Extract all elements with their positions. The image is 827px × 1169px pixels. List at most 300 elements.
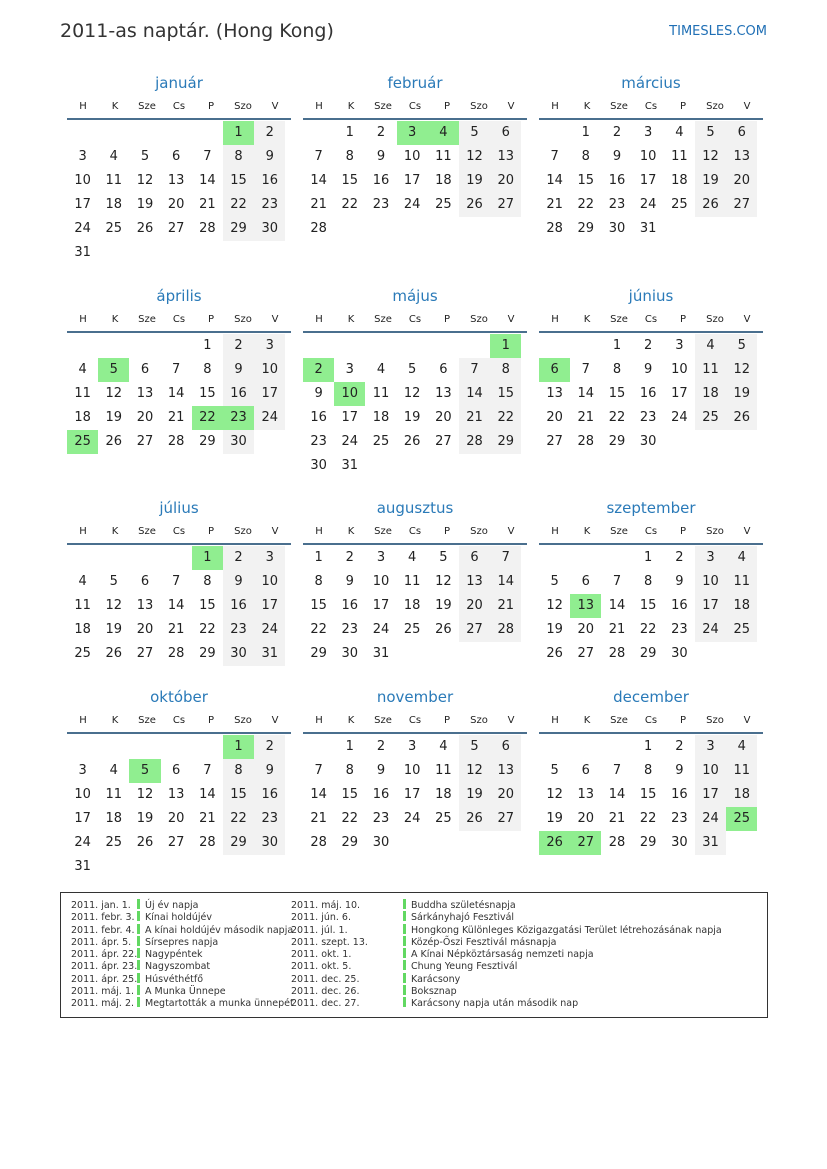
weekday-label: Cs — [408, 101, 422, 112]
day-grid — [539, 121, 763, 241]
day-cell: 12 — [105, 386, 123, 401]
day-cell: 14 — [199, 787, 216, 802]
day-cell: 9 — [675, 574, 684, 589]
empty-cell — [459, 334, 490, 358]
day-cell: 25 — [105, 835, 123, 850]
weekday-label: Sze — [374, 101, 392, 112]
day-cell: 22 — [639, 622, 657, 637]
holiday-marker-icon — [137, 936, 140, 946]
day-cell: 6 — [539, 358, 570, 382]
day-cell: 22 — [341, 197, 359, 212]
legend-holiday-name: Karácsony — [411, 973, 461, 985]
day-cell: 16 — [223, 382, 254, 406]
weekday-label: Szo — [234, 314, 252, 325]
empty-cell — [98, 121, 129, 145]
day-cell: 21 — [608, 811, 626, 826]
day-cell: 25 — [372, 434, 390, 449]
day-grid — [67, 735, 291, 879]
weekday-label: Cs — [644, 526, 658, 537]
weekday-label: Szo — [470, 715, 488, 726]
weekday-label: V — [271, 715, 279, 726]
day-cell: 7 — [172, 362, 181, 377]
weekday-label: H — [315, 715, 323, 726]
weekday-label: Sze — [138, 314, 156, 325]
holiday-marker-icon — [403, 997, 406, 1007]
legend-date: 2011. ápr. 25. — [71, 973, 138, 985]
weekday-header — [303, 519, 527, 545]
weekday-label: Cs — [644, 314, 658, 325]
month-name: február — [387, 74, 443, 92]
day-cell: 8 — [203, 574, 212, 589]
weekday-label: H — [315, 101, 323, 112]
holiday-marker-icon — [403, 911, 406, 921]
day-cell: 31 — [74, 859, 91, 874]
day-cell: 12 — [695, 145, 726, 169]
day-cell: 25 — [726, 807, 757, 831]
day-cell: 4 — [78, 574, 87, 589]
day-cell: 30 — [254, 217, 285, 241]
day-cell: 22 — [341, 811, 359, 826]
holiday-marker-icon — [403, 973, 406, 983]
day-cell: 10 — [671, 362, 688, 377]
day-cell: 8 — [203, 362, 212, 377]
month-2 — [303, 72, 527, 241]
day-cell: 17 — [254, 382, 285, 406]
weekday-label: K — [583, 715, 591, 726]
day-cell: 16 — [372, 173, 390, 188]
weekday-label: P — [207, 526, 215, 537]
day-cell: 19 — [105, 622, 123, 637]
day-cell: 12 — [546, 598, 563, 613]
weekday-label: P — [207, 314, 215, 325]
day-cell: 26 — [459, 193, 490, 217]
legend-holiday-name: Chung Yeung Fesztivál — [411, 961, 518, 973]
day-cell: 2 — [376, 125, 386, 140]
day-cell: 25 — [74, 646, 91, 661]
holiday-marker-icon — [403, 948, 406, 958]
day-cell: 15 — [223, 169, 254, 193]
day-cell: 1 — [345, 125, 354, 140]
weekday-label: Szo — [470, 101, 488, 112]
day-cell: 4 — [428, 121, 459, 145]
day-cell: 18 — [372, 410, 390, 425]
legend-holiday-name: A Munka Ünnepe — [145, 986, 226, 998]
weekday-label: Szo — [234, 101, 252, 112]
day-cell: 22 — [199, 622, 216, 637]
day-cell: 2 — [675, 550, 684, 565]
month-8 — [303, 497, 527, 666]
day-cell: 26 — [105, 646, 123, 661]
day-cell: 11 — [726, 570, 757, 594]
weekday-label: Sze — [610, 314, 628, 325]
day-cell: 30 — [223, 642, 254, 666]
weekday-label: K — [111, 314, 119, 325]
legend-date: 2011. ápr. 23. — [71, 961, 138, 973]
day-cell: 19 — [403, 410, 421, 425]
day-cell: 26 — [459, 807, 490, 831]
day-cell: 23 — [223, 618, 254, 642]
weekday-label: V — [743, 526, 751, 537]
day-cell: 29 — [639, 835, 657, 850]
weekday-label: H — [551, 101, 559, 112]
day-cell: 8 — [644, 574, 653, 589]
day-cell: 15 — [199, 386, 216, 401]
day-cell: 15 — [310, 598, 327, 613]
day-cell: 10 — [372, 574, 390, 589]
day-cell: 11 — [74, 598, 91, 613]
day-cell: 4 — [439, 739, 448, 754]
day-cell: 11 — [372, 386, 390, 401]
day-cell: 16 — [639, 386, 657, 401]
legend-item — [71, 960, 294, 972]
legend-holiday-name: Megtartották a munka ünnepét — [145, 998, 294, 1010]
holiday-marker-icon — [137, 948, 140, 958]
day-cell: 23 — [254, 807, 285, 831]
day-cell: 4 — [78, 362, 87, 377]
day-cell: 1 — [644, 550, 653, 565]
empty-cell — [67, 546, 98, 570]
day-cell: 14 — [199, 173, 216, 188]
day-cell: 8 — [490, 358, 521, 382]
holiday-marker-icon — [137, 985, 140, 995]
day-cell: 8 — [644, 763, 653, 778]
legend-date: 2011. dec. 27. — [291, 998, 360, 1010]
day-cell: 10 — [74, 787, 91, 802]
day-cell: 28 — [167, 646, 185, 661]
weekday-label: V — [271, 101, 279, 112]
day-grid — [303, 546, 527, 666]
weekday-label: V — [507, 314, 515, 325]
day-cell: 21 — [546, 197, 563, 212]
month-name: március — [621, 74, 681, 92]
day-cell: 9 — [675, 763, 684, 778]
day-cell: 10 — [334, 382, 365, 406]
day-cell: 21 — [459, 406, 490, 430]
legend-date: 2011. máj. 10. — [291, 900, 361, 911]
day-cell: 15 — [341, 787, 359, 802]
day-cell: 3 — [397, 121, 428, 145]
weekday-label: H — [551, 715, 559, 726]
day-cell: 26 — [539, 831, 570, 855]
legend-holiday-name: Boksznap — [411, 986, 457, 998]
day-cell: 6 — [439, 362, 448, 377]
empty-cell — [303, 121, 334, 145]
day-cell: 18 — [435, 173, 452, 188]
weekday-header — [539, 708, 763, 734]
day-cell: 28 — [199, 221, 216, 236]
day-cell: 26 — [695, 193, 726, 217]
month-9 — [539, 497, 763, 666]
day-cell: 13 — [577, 787, 595, 802]
weekday-label: V — [743, 314, 751, 325]
weekday-label: Sze — [610, 101, 628, 112]
legend-item — [291, 973, 722, 985]
weekday-label: P — [443, 715, 451, 726]
legend-item — [291, 960, 722, 972]
day-cell: 4 — [695, 334, 726, 358]
day-cell: 26 — [546, 646, 563, 661]
day-cell: 27 — [577, 646, 595, 661]
month-name: január — [155, 74, 203, 92]
day-cell: 17 — [403, 787, 421, 802]
day-cell: 24 — [341, 434, 359, 449]
day-cell: 6 — [172, 149, 181, 164]
day-cell: 5 — [408, 362, 417, 377]
day-cell: 24 — [695, 618, 726, 642]
day-cell: 21 — [490, 594, 521, 618]
empty-cell — [539, 334, 570, 358]
day-grid — [303, 121, 527, 241]
month-name: május — [392, 287, 438, 305]
day-cell: 5 — [109, 574, 118, 589]
day-cell: 17 — [372, 598, 390, 613]
weekday-label: Sze — [374, 314, 392, 325]
day-cell: 18 — [671, 173, 688, 188]
legend-item — [71, 973, 294, 985]
weekday-label: V — [743, 101, 751, 112]
day-grid — [303, 735, 527, 855]
weekday-label: K — [583, 314, 591, 325]
month-name: augusztus — [376, 499, 454, 517]
weekday-label: Cs — [644, 715, 658, 726]
day-cell: 9 — [254, 145, 285, 169]
weekday-label: Szo — [470, 314, 488, 325]
holiday-marker-icon — [137, 911, 140, 921]
month-12 — [539, 686, 763, 855]
day-cell: 23 — [372, 811, 390, 826]
weekday-label: Sze — [610, 526, 628, 537]
day-cell: 23 — [372, 197, 390, 212]
day-cell: 12 — [435, 574, 452, 589]
day-cell: 10 — [403, 149, 421, 164]
month-name: július — [159, 499, 199, 517]
weekday-label: K — [347, 715, 355, 726]
day-cell: 5 — [726, 334, 757, 358]
day-grid — [539, 334, 763, 454]
holiday-marker-icon — [403, 899, 406, 909]
weekday-label: P — [443, 526, 451, 537]
day-cell: 29 — [310, 646, 327, 661]
day-cell: 12 — [459, 759, 490, 783]
day-cell: 15 — [577, 173, 595, 188]
legend-item — [71, 899, 294, 911]
weekday-label: Cs — [408, 314, 422, 325]
day-cell: 17 — [695, 783, 726, 807]
day-cell: 19 — [459, 783, 490, 807]
day-cell: 12 — [136, 787, 154, 802]
weekday-label: K — [583, 101, 591, 112]
day-cell: 1 — [490, 334, 521, 358]
day-cell: 28 — [310, 221, 327, 236]
weekday-header — [303, 708, 527, 734]
day-cell: 13 — [167, 173, 185, 188]
empty-cell — [539, 735, 570, 759]
day-cell: 20 — [435, 410, 452, 425]
legend-item — [71, 985, 294, 997]
weekday-label: P — [207, 715, 215, 726]
legend-holiday-name: Új év napja — [145, 900, 199, 911]
legend-holiday-name: Karácsony napja után második nap — [411, 998, 579, 1010]
day-cell: 5 — [459, 735, 490, 759]
weekday-label: V — [271, 314, 279, 325]
day-cell: 13 — [546, 386, 563, 401]
weekday-header — [67, 307, 291, 333]
day-cell: 18 — [74, 622, 91, 637]
day-cell: 4 — [376, 362, 386, 377]
legend-column-right — [291, 899, 722, 1010]
weekday-header — [67, 94, 291, 120]
day-cell: 10 — [254, 570, 285, 594]
weekday-label: P — [679, 101, 687, 112]
day-cell: 23 — [310, 434, 327, 449]
day-cell: 31 — [639, 221, 657, 236]
day-cell: 12 — [546, 787, 563, 802]
empty-cell — [129, 546, 160, 570]
day-cell: 28 — [459, 430, 490, 454]
empty-cell — [334, 334, 365, 358]
empty-cell — [570, 546, 601, 570]
day-cell: 18 — [726, 783, 757, 807]
day-cell: 2 — [612, 125, 622, 140]
day-cell: 13 — [490, 759, 521, 783]
weekday-label: H — [315, 314, 323, 325]
weekday-label: Cs — [172, 715, 186, 726]
day-cell: 29 — [608, 434, 626, 449]
month-name: december — [613, 688, 689, 706]
day-cell: 2 — [675, 739, 684, 754]
day-cell: 29 — [199, 434, 216, 449]
weekday-label: H — [79, 314, 87, 325]
legend-date: 2011. júl. 1. — [291, 924, 348, 936]
day-cell: 8 — [314, 574, 323, 589]
day-cell: 18 — [105, 197, 123, 212]
day-cell: 12 — [403, 386, 421, 401]
weekday-label: V — [271, 526, 279, 537]
day-cell: 26 — [136, 221, 154, 236]
day-cell: 29 — [490, 430, 521, 454]
day-cell: 6 — [726, 121, 757, 145]
day-cell: 6 — [459, 546, 490, 570]
weekday-label: H — [79, 715, 87, 726]
day-cell: 6 — [581, 574, 590, 589]
site-link[interactable]: TIMESLES.COM — [669, 24, 767, 39]
day-cell: 19 — [695, 169, 726, 193]
day-cell: 3 — [675, 338, 684, 353]
day-cell: 28 — [546, 221, 563, 236]
day-cell: 24 — [695, 807, 726, 831]
day-cell: 22 — [192, 406, 223, 430]
day-cell: 16 — [341, 598, 359, 613]
day-cell: 20 — [490, 783, 521, 807]
day-cell: 5 — [439, 550, 448, 565]
day-cell: 3 — [695, 735, 726, 759]
day-cell: 9 — [345, 574, 354, 589]
empty-cell — [161, 546, 192, 570]
day-cell: 20 — [726, 169, 757, 193]
legend-holiday-name: A Kínai Népköztársaság nemzeti napja — [411, 949, 594, 961]
weekday-label: P — [443, 101, 451, 112]
weekday-label: K — [347, 314, 355, 325]
day-cell: 17 — [74, 197, 91, 212]
empty-cell — [365, 334, 396, 358]
day-cell: 14 — [490, 570, 521, 594]
empty-cell — [67, 334, 98, 358]
day-cell: 7 — [581, 362, 590, 377]
day-cell: 16 — [254, 169, 285, 193]
empty-cell — [303, 334, 334, 358]
day-cell: 1 — [223, 735, 254, 759]
month-name: szeptember — [606, 499, 696, 517]
day-cell: 29 — [199, 646, 216, 661]
day-cell: 12 — [136, 173, 154, 188]
day-cell: 22 — [223, 807, 254, 831]
weekday-label: P — [679, 715, 687, 726]
weekday-label: P — [207, 101, 215, 112]
legend-item — [291, 924, 722, 936]
empty-cell — [192, 735, 223, 759]
day-cell: 21 — [167, 410, 185, 425]
day-cell: 3 — [254, 546, 285, 570]
day-cell: 24 — [403, 811, 421, 826]
day-cell: 15 — [341, 173, 359, 188]
day-cell: 20 — [577, 622, 595, 637]
day-cell: 1 — [314, 550, 323, 565]
day-cell: 9 — [644, 362, 653, 377]
legend-item — [71, 997, 294, 1009]
empty-cell — [601, 735, 632, 759]
legend-date: 2011. dec. 26. — [291, 986, 360, 998]
day-cell: 24 — [671, 410, 688, 425]
day-cell: 18 — [105, 811, 123, 826]
day-cell: 7 — [314, 763, 323, 778]
empty-cell — [570, 735, 601, 759]
day-cell: 15 — [639, 598, 657, 613]
day-cell: 27 — [459, 618, 490, 642]
day-grid — [67, 546, 291, 666]
day-cell: 14 — [167, 598, 185, 613]
weekday-label: Szo — [470, 526, 488, 537]
day-cell: 23 — [341, 622, 359, 637]
day-cell: 3 — [644, 125, 653, 140]
day-cell: 11 — [435, 149, 452, 164]
legend-holiday-name: Sírsepres napja — [145, 936, 219, 948]
day-cell: 13 — [136, 386, 154, 401]
month-5 — [303, 285, 527, 478]
day-cell: 7 — [550, 149, 559, 164]
day-cell: 4 — [675, 125, 684, 140]
day-cell: 23 — [223, 406, 254, 430]
month-name: április — [156, 287, 202, 305]
legend-holiday-name: Sárkányhajó Fesztivál — [411, 912, 515, 924]
day-cell: 12 — [105, 598, 123, 613]
day-cell: 20 — [546, 410, 563, 425]
legend-date: 2011. jún. 6. — [291, 912, 352, 924]
day-cell: 30 — [608, 221, 626, 236]
weekday-label: Szo — [706, 526, 724, 537]
day-cell: 9 — [376, 763, 386, 778]
day-cell: 11 — [726, 759, 757, 783]
weekday-label: H — [79, 101, 87, 112]
month-name: november — [376, 688, 454, 706]
day-cell: 5 — [550, 763, 559, 778]
day-cell: 19 — [136, 811, 154, 826]
legend-date: 2011. dec. 25. — [291, 973, 360, 985]
day-cell: 13 — [167, 787, 185, 802]
weekday-label: H — [551, 526, 559, 537]
legend-holiday-name: A kínai holdújév második napja — [145, 924, 294, 936]
weekday-label: Sze — [138, 101, 156, 112]
month-name: október — [150, 688, 208, 706]
